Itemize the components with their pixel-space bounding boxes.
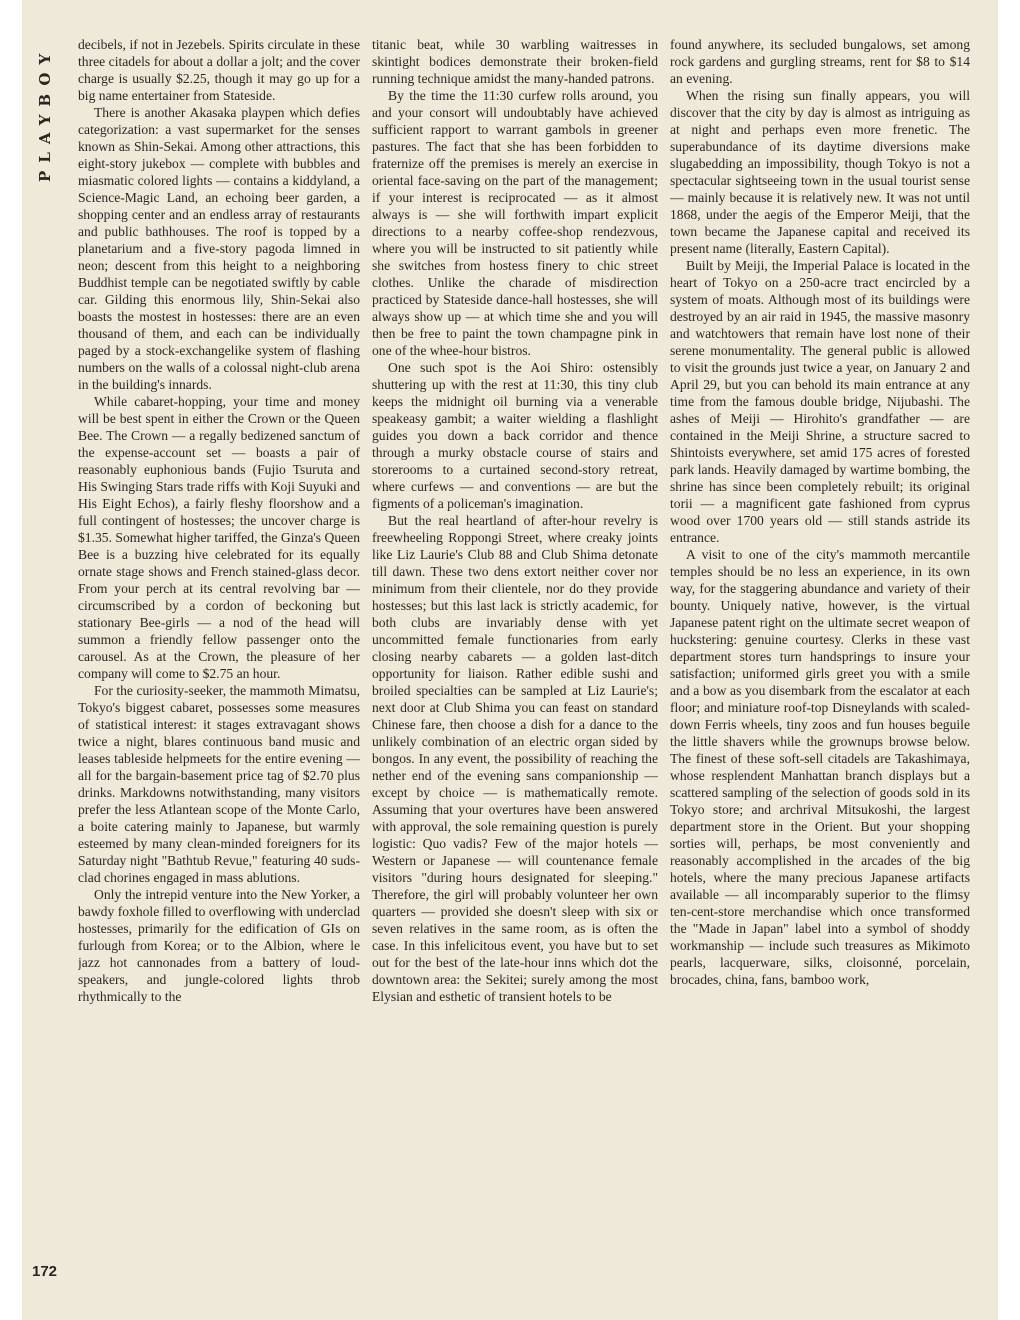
text-column-1 — [78, 36, 360, 1288]
paragraph: By the time the 11:30 curfew rolls around, you and your consort will undoubtably have achieved sufficient rapport to warrant gambols in greener pastures. The fact that she has been forbidden to fraternize off the premises is merely an exercise in oriental face-saving on the part of the management; if your interest is reciprocated — as it almost always is — she will forthwith impart explicit directions to a nearby coffee-shop rendezvous, where you will be instructed to sit patiently while she switches from hostess finery to chic street clothes. Unlike the charade of misdirection practiced by Stateside dance-hall hostesses, she will always show up — at which time she and you will then be free to paint the town champagne pink in one of the whee-hour bistros. — [372, 88, 658, 358]
paragraph: found anywhere, its secluded bungalows, set among rock gardens and gurgling streams, rent for $8 to $14 an evening. — [670, 37, 970, 86]
paragraph: But the real heartland of after-hour revelry is freewheeling Roppongi Street, where creaky joints like Liz Laurie's Club 88 and Club Shima detonate till dawn. These two dens extort neither cover nor minimum from their clientele, nor do they provide hostesses; but this last lack is strictly academic, for both clubs are invariably dense with yet uncommitted female functionaries from early closing nearby cabarets — a golden last-ditch opportunity for liaison. Rather edible sushi and broiled specialties can be sampled at Liz Laurie's; next door at Club Shima you can feast on standard Chinese fare, then choose a dish for a dance to the unlikely combination of an electric organ sided by bongos. In any event, the possibility of reaching the nether end of the evening sans companionship — except by choice — is mathematically remote. Assuming that your overtures have been answered with approval, the sole remaining question is purely logistic: Quo vadis? Few of the major hotels — Western or Japanese — will countenance female visitors "during hours designated for sleeping." Therefore, the girl will probably volunteer her own quarters — provided she doesn't sleep with six or seven relatives in the same room, as is often the case. In this infelicitous event, you have but to set out for the best of the late-hour inns which dot the downtown area: the Sekitei; surely among the most Elysian and esthetic of transient hotels to be — [372, 513, 658, 1004]
paragraph: A visit to one of the city's mammoth mercantile temples should be no less an experience, in its own way, for the staggering abundance and variety of their bounty. Uniquely native, however, is the virtual Japanese patent right on the ultimate secret weapon of huckstering: genuine courtesy. Clerks in these vast department stores turn handsprings to insure your satisfaction; uniformed girls greet you with a smile and a bow as you disembark from the escalator at each floor; and miniature roof-top Disneylands with scaled-down Ferris wheels, tiny zoos and fun houses beguile the little shavers while the grownups browse below. The finest of these soft-sell citadels are Takashimaya, whose resplendent Manhattan branch displays but a scattered sampling of the selection of goods sold in its Tokyo store; and archrival Mitsukoshi, the largest department store in the Orient. But your shopping sorties will, perhaps, be most conveniently and reasonably accomplished in the arcades of the big hotels, where the many precious Japanese artifacts available — all incomparably superior to the flimsy ten-cent-store merchandise which once transformed the "Made in Japan" label into a symbol of shoddy workmanship — include such treasures as Mikimoto pearls, lacquerware, silks, cloisonné, porcelain, brocades, china, fans, bamboo work, — [670, 547, 970, 987]
paragraph: When the rising sun finally appears, you will discover that the city by day is almost as intriguing as at night and perhaps even more frenetic. The superabundance of its daytime diversions make slugabedding an impossibility, though Tokyo is not a spectacular sightseeing town in the usual tourist sense — mainly because it is relatively new. It was not until 1868, under the aegis of the Emperor Meiji, that the town became the Japanese capital and received its present name (literally, Eastern Capital). — [670, 88, 970, 256]
paragraph: decibels, if not in Jezebels. Spirits circulate in these three citadels for about a dollar a jolt; and the cover charge is usually $2.25, though it may go up for a big name entertainer from Stateside. — [78, 37, 360, 103]
magazine-page — [22, 0, 998, 1320]
masthead: PLAYBOY — [36, 45, 54, 183]
paragraph: One such spot is the Aoi Shiro: ostensibly shuttering up with the rest at 11:30, this tiny club keeps the midnight oil burning via a venerable speakeasy gambit; a waiter wielding a flashlight guides you down a back corridor and thence through a murky obstacle course of stairs and storerooms to a curtained second-story retreat, where curfews — and conventions — are but the figments of a policeman's imagination. — [372, 360, 658, 511]
paragraph: Only the intrepid venture into the New Yorker, a bawdy foxhole filled to overflowing with underclad hostesses, primarily for the edification of GIs on furlough from Korea; or to the Albion, where le jazz hot cannonades from a battery of loud-speakers, and jungle-colored lights throb rhythmically to the — [78, 887, 360, 1004]
page-number: 172 — [32, 1263, 58, 1280]
text-column-2 — [372, 36, 658, 1288]
paragraph: While cabaret-hopping, your time and money will be best spent in either the Crown or the Queen Bee. The Crown — a regally bedizened sanctum of the expense-account set — boasts a pair of reasonably euphonious bands (Fujio Tsuruta and His Swinging Stars trade riffs with Koji Suyuki and His Eight Echos), a fairly fleshy floorshow and a full contingent of hostesses; the uncover charge is $1.35. Somewhat higher tariffed, the Ginza's Queen Bee is a buzzing hive celebrated for its equally ornate stage shows and French stained-glass decor. From your perch at its central revolving bar — circumscribed by a cordon of beckoning but stationary Bee-girls — a nod of the head will summon a friendly fellow passenger onto the carousel. As at the Crown, the pleasure of her company will come to $2.75 an hour. — [78, 394, 360, 681]
paragraph: For the curiosity-seeker, the mammoth Mimatsu, Tokyo's biggest cabaret, possesses some measures of statistical interest: it stages extravagant shows twice a night, blares continuous band music and leases tableside helpmeets for the entire evening — all for the bargain-basement price tag of $2.70 plus drinks. Markdowns notwithstanding, many visitors prefer the less Atlantean scope of the Monte Carlo, a boite catering mainly to Japanese, but warmly esteemed by many clean-minded foreigners for its Saturday night "Bathtub Revue," featuring 40 suds-clad chorines engaged in mass ablutions. — [78, 683, 360, 885]
paragraph: There is another Akasaka playpen which defies categorization: a vast supermarket for the senses known as Shin-Sekai. Among other attractions, this eight-story jukebox — complete with bubbles and miasmatic colored lights — contains a kiddyland, a Science-Magic Land, an echoing beer garden, a shopping center and an endless array of restaurants and public bathhouses. The roof is topped by a planetarium and a five-story pagoda limned in neon; descent from this height to a neighboring Buddhist temple can be negotiated swiftly by cable car. Gilding this enormous lily, Shin-Sekai also boasts the mostest in hostesses: there are an even thousand of them, and each can be individually paged by a stock-exchangelike system of flashing numbers on the walls of a colossal night-club arena in the building's innards. — [78, 105, 360, 392]
paragraph: Built by Meiji, the Imperial Palace is located in the heart of Tokyo on a 250-acre tract encircled by a system of moats. Although most of its buildings were destroyed by an air raid in 1945, the massive masonry and watchtowers that remain have lost none of their serene monumentality. The general public is allowed to visit the grounds just twice a year, on January 2 and April 29, but you can behold its main entrance at any time from the famous double bridge, Nijubashi. The ashes of Meiji — Hirohito's grandfather — are contained in the Meiji Shrine, a structure sacred to Shintoists everywhere, set amid 175 acres of forested park lands. Heavily damaged by wartime bombing, the shrine has since been completely rebuilt; its original torii — a magnificent gate fashioned from cyprus wood over 1700 years old — still stands astride its entrance. — [670, 258, 970, 545]
text-column-3 — [670, 36, 970, 1288]
paragraph: titanic beat, while 30 warbling waitresses in skintight bodices demonstrate their broken-field running technique amidst the many-handed patrons. — [372, 37, 658, 86]
